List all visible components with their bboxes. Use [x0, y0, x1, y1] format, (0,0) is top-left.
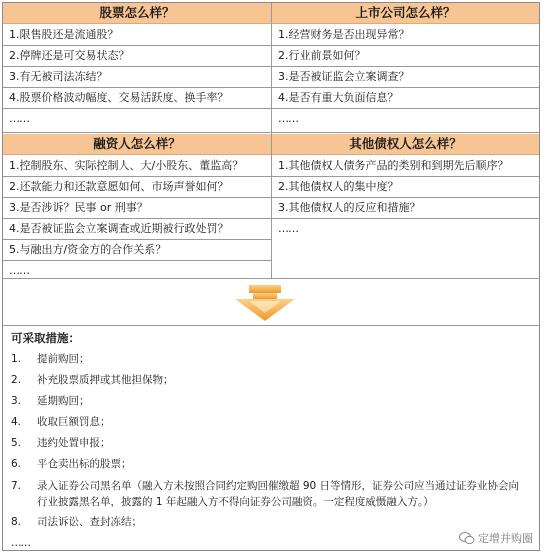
- measures-title: 可采取措施：: [11, 331, 80, 345]
- watermark: [459, 530, 533, 546]
- list-item: 8. 司法诉讼、查封冻结；: [11, 516, 142, 528]
- more-ellipsis: ……: [278, 112, 298, 125]
- list-item: 2.还款能力和还款意愿如何、市场声誉如何？: [3, 177, 271, 198]
- down-arrow-icon: [3, 279, 541, 325]
- stock-list: [3, 25, 271, 129]
- list-item: 5.与融出方/资金方的合作关系？: [3, 240, 271, 261]
- creditors-title: 其他债权人怎么样？: [272, 134, 539, 155]
- creditors-list: [272, 156, 539, 239]
- company-title: 上市公司怎么样？: [272, 3, 539, 24]
- list-item: 4. 收取巨额罚息；: [11, 416, 111, 428]
- borrower-quadrant: [3, 134, 271, 278]
- list-item: 1. 提前购回；: [11, 353, 90, 365]
- wechat-icon: [459, 531, 475, 545]
- watermark-text: 定增并购圈: [478, 532, 533, 545]
- list-item: 1.其他债权人债务产品的类别和到期先后顺序？: [272, 156, 539, 177]
- list-item: 5. 违约处置申报；: [11, 437, 111, 449]
- list-item: 3.其他债权人的反应和措施？: [272, 198, 539, 219]
- divider: [271, 3, 272, 278]
- list-item: 2.行业前景如何？: [272, 46, 539, 67]
- list-item: 2.停牌还是可交易状态？: [3, 46, 271, 67]
- list-item: 2.其他债权人的集中度？: [272, 177, 539, 198]
- list-item: 4.股票价格波动幅度、交易活跃度、换手率？: [3, 88, 271, 109]
- list-item: 4.是否被证监会立案调查或近期被行政处罚？: [3, 219, 271, 240]
- stock-quadrant: [3, 3, 271, 131]
- company-list: [272, 25, 539, 129]
- more-ellipsis: ……: [9, 112, 29, 125]
- borrower-title: 融资人怎么样？: [3, 134, 271, 155]
- list-item: 1.经营财务是否出现异常？: [272, 25, 539, 46]
- list-item: 7. 录入证券公司黑名单（融入方未按照合同约定购回催缴超 90 日等情形，证券公司应当通过证券业协会向行业披露黑名单，披露的 1 年起融入方不得向证券公司融资。一定程度威慑融入方。）: [11, 480, 520, 508]
- list-item: 1.控制股东、实际控制人、大/小股东、董监高？: [3, 156, 271, 177]
- list-item: 3.是否被证监会立案调查？: [272, 67, 539, 88]
- analysis-table: [2, 2, 540, 551]
- list-item: 3. 延期购回；: [11, 395, 90, 407]
- creditors-quadrant: [272, 134, 539, 278]
- arrow-area: [3, 279, 539, 325]
- list-item: 4.是否有重大负面信息？: [272, 88, 539, 109]
- list-item: 6. 平仓卖出标的股票；: [11, 458, 132, 470]
- more-ellipsis: ……: [11, 537, 30, 549]
- borrower-list: [3, 156, 271, 281]
- divider: [3, 132, 539, 133]
- measures-section: [3, 326, 539, 550]
- list-item: 3.是否涉诉？民事 or 刑事？: [3, 198, 271, 219]
- more-ellipsis: ……: [9, 264, 29, 277]
- stock-title: 股票怎么样？: [3, 3, 271, 24]
- measures-list: [3, 349, 539, 554]
- company-quadrant: [272, 3, 539, 131]
- list-item: 2. 补充股票质押或其他担保物；: [11, 374, 174, 386]
- list-item: 3.有无被司法冻结？: [3, 67, 271, 88]
- list-item: 1.限售股还是流通股？: [3, 25, 271, 46]
- more-ellipsis: ……: [278, 222, 298, 235]
